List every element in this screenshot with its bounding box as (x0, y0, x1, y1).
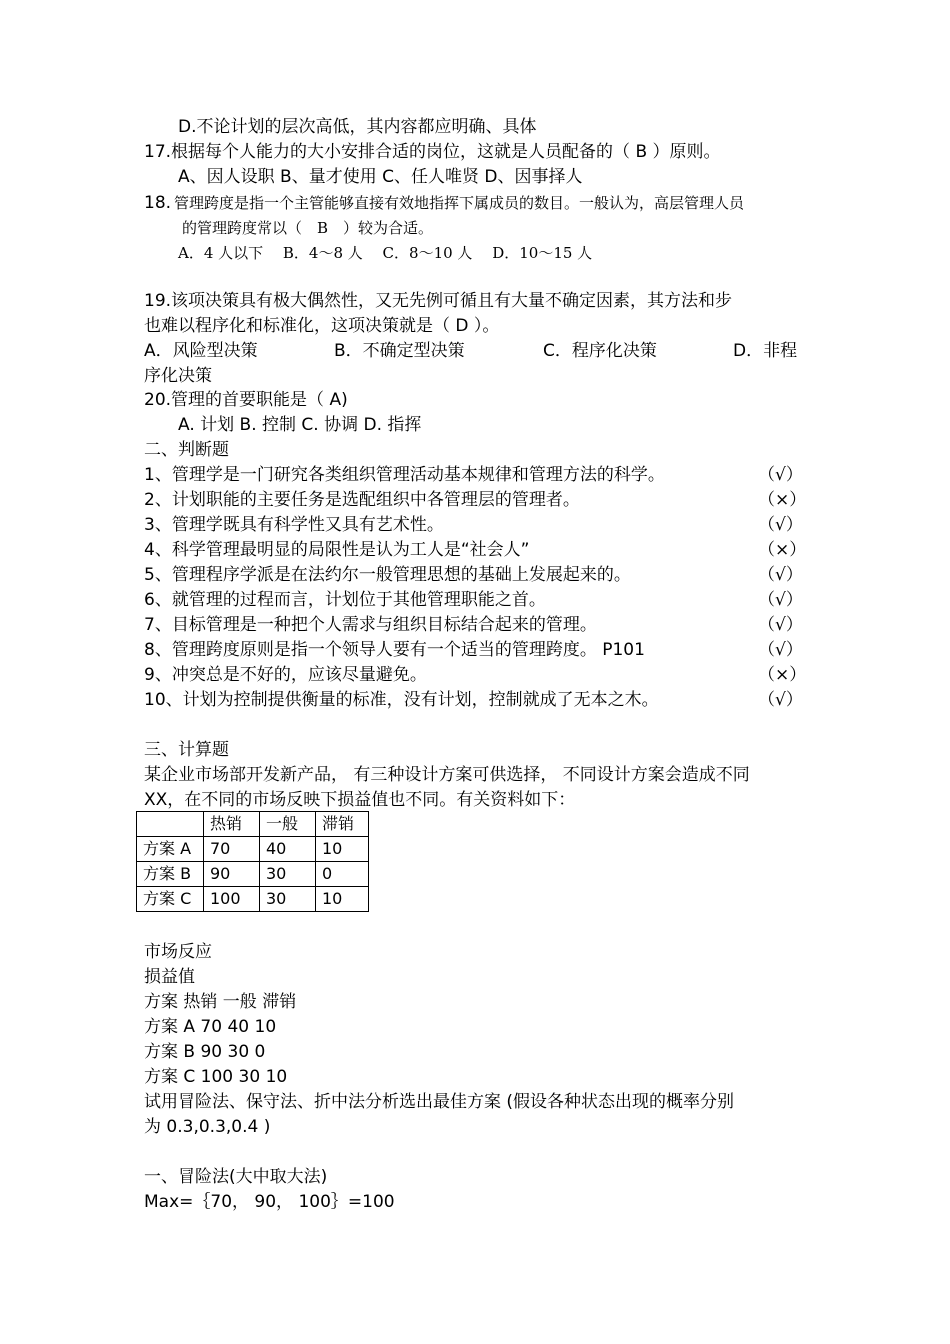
judgment-answer: （√） (758, 590, 803, 610)
q18-question-line2: 的管理跨度常以（ B ）较为合适。 (182, 219, 434, 237)
table-cell: 100 (204, 887, 260, 912)
method1-heading: 一、冒险法(大中取大法) (144, 1167, 328, 1187)
table-row (137, 887, 369, 912)
judgment-question: 5、管理程序学派是在法约尔一般管理思想的基础上发展起来的。 (144, 565, 631, 585)
judgment-answer: （×） (758, 490, 807, 510)
q19-option-d: D．非程 (733, 341, 798, 361)
q20-question: 20.管理的首要职能是（ A) (144, 390, 348, 410)
judgment-answer: （√） (758, 515, 803, 535)
judgment-answer: （√） (758, 640, 803, 660)
judgment-item (144, 664, 807, 686)
market-label: 市场反应 (144, 942, 212, 962)
judgment-item (144, 539, 807, 561)
judgment-question: 7、目标管理是一种把个人需求与组织目标结合起来的管理。 (144, 615, 597, 635)
table-cell: 方案 B (137, 862, 204, 887)
calc-intro-line1: 某企业市场部开发新产品， 有三种设计方案可供选择， 不同设计方案会造成不同 (144, 765, 750, 785)
table-cell: 40 (260, 837, 316, 862)
q16-option-d: D.不论计划的层次高低，其内容都应明确、具体 (178, 117, 537, 137)
table-cell: 70 (204, 837, 260, 862)
calc-question-line2: 为 0.3,0.3,0.4 ) (144, 1117, 271, 1137)
q18-number: 18. (144, 193, 172, 213)
judgment-item (144, 514, 804, 536)
judgment-answer: （√） (758, 690, 803, 710)
profit-label: 损益值 (144, 967, 195, 987)
q18-question-line1: 管理跨度是指一个主管能够直接有效地指挥下属成员的数目。一般认为，高层管理人员 (174, 194, 745, 212)
judgment-item (144, 489, 807, 511)
q19-question-line2: 也难以程序化和标准化，这项决策就是（ D ）。 (144, 316, 500, 336)
table-row (137, 837, 369, 862)
judgment-question: 10、计划为控制提供衡量的标准，没有计划，控制就成了无本之木。 (144, 690, 659, 710)
judgment-item (144, 614, 804, 636)
judgment-question: 4、科学管理最明显的局限性是认为工人是“社会人” (144, 540, 530, 560)
judgment-question: 3、管理学既具有科学性又具有艺术性。 (144, 515, 444, 535)
judgment-item (144, 689, 804, 711)
table-cell: 30 (260, 862, 316, 887)
q20-options: A. 计划 B. 控制 C. 协调 D. 指挥 (178, 415, 422, 435)
judgment-question: 9、冲突总是不好的，应该尽量避免。 (144, 665, 427, 685)
table-cell: 10 (316, 887, 369, 912)
judgment-item (144, 564, 804, 586)
judgment-answer: （×） (758, 540, 807, 560)
table-cell: 90 (204, 862, 260, 887)
table-header-cell: 一般 (260, 812, 316, 837)
judgment-item (144, 464, 804, 486)
table-row (137, 862, 369, 887)
profit-loss-table (136, 811, 369, 912)
table-header-cell: 热销 (204, 812, 260, 837)
table-cell: 方案 C (137, 887, 204, 912)
q17-question: 17.根据每个人能力的大小安排合适的岗位，这就是人员配备的（ B ）原则。 (144, 142, 721, 162)
judgment-answer: （√） (758, 565, 803, 585)
plain-table-row-c: 方案 C 100 30 10 (144, 1067, 288, 1087)
judgment-answer: （√） (758, 465, 803, 485)
judgment-question: 6、就管理的过程而言，计划位于其他管理职能之首。 (144, 590, 546, 610)
table-cell: 30 (260, 887, 316, 912)
plain-table-row-a: 方案 A 70 40 10 (144, 1017, 277, 1037)
judgment-answer: （√） (758, 615, 803, 635)
section-calculation-heading: 三、计算题 (144, 740, 229, 760)
table-header-cell (137, 812, 204, 837)
q17-options: A、因人设职 B、量才使用 C、任人唯贤 D、因事择人 (178, 167, 583, 187)
judgment-item (144, 589, 804, 611)
q19-option-d-cont: 序化决策 (144, 366, 212, 386)
judgment-answer: （×） (758, 665, 807, 685)
calc-intro-line2: XX，在不同的市场反映下损益值也不同。有关资料如下： (144, 790, 576, 810)
judgment-question: 1、管理学是一门研究各类组织管理活动基本规律和管理方法的科学。 (144, 465, 665, 485)
judgment-question: 8、管理跨度原则是指一个领导人要有一个适当的管理跨度。 P101 (144, 640, 645, 660)
q18-options: A．4 人以下 B．4～8 人 C．8～10 人 D．10～15 人 (178, 244, 593, 262)
table-header-row (137, 812, 369, 837)
q19-option-b: B．不确定型决策 (334, 341, 465, 361)
judgment-question: 2、计划职能的主要任务是选配组织中各管理层的管理者。 (144, 490, 580, 510)
judgment-item (144, 639, 804, 661)
plain-table-row-b: 方案 B 90 30 0 (144, 1042, 266, 1062)
table-cell: 方案 A (137, 837, 204, 862)
calc-question-line1: 试用冒险法、保守法、折中法分析选出最佳方案 (假设各种状态出现的概率分别 (144, 1092, 735, 1112)
q19-option-c: C．程序化决策 (543, 341, 657, 361)
table-cell: 10 (316, 837, 369, 862)
q19-question-line1: 19.该项决策具有极大偶然性，又无先例可循且有大量不确定因素，其方法和步 (144, 291, 733, 311)
plain-table-header: 方案 热销 一般 滞销 (144, 992, 297, 1012)
table-cell: 0 (316, 862, 369, 887)
q19-option-a: A．风险型决策 (144, 341, 258, 361)
table-header-cell: 滞销 (316, 812, 369, 837)
max-formula: Max=｛70， 90， 100｝=100 (144, 1192, 395, 1212)
section-judgment-heading: 二、判断题 (144, 440, 229, 460)
